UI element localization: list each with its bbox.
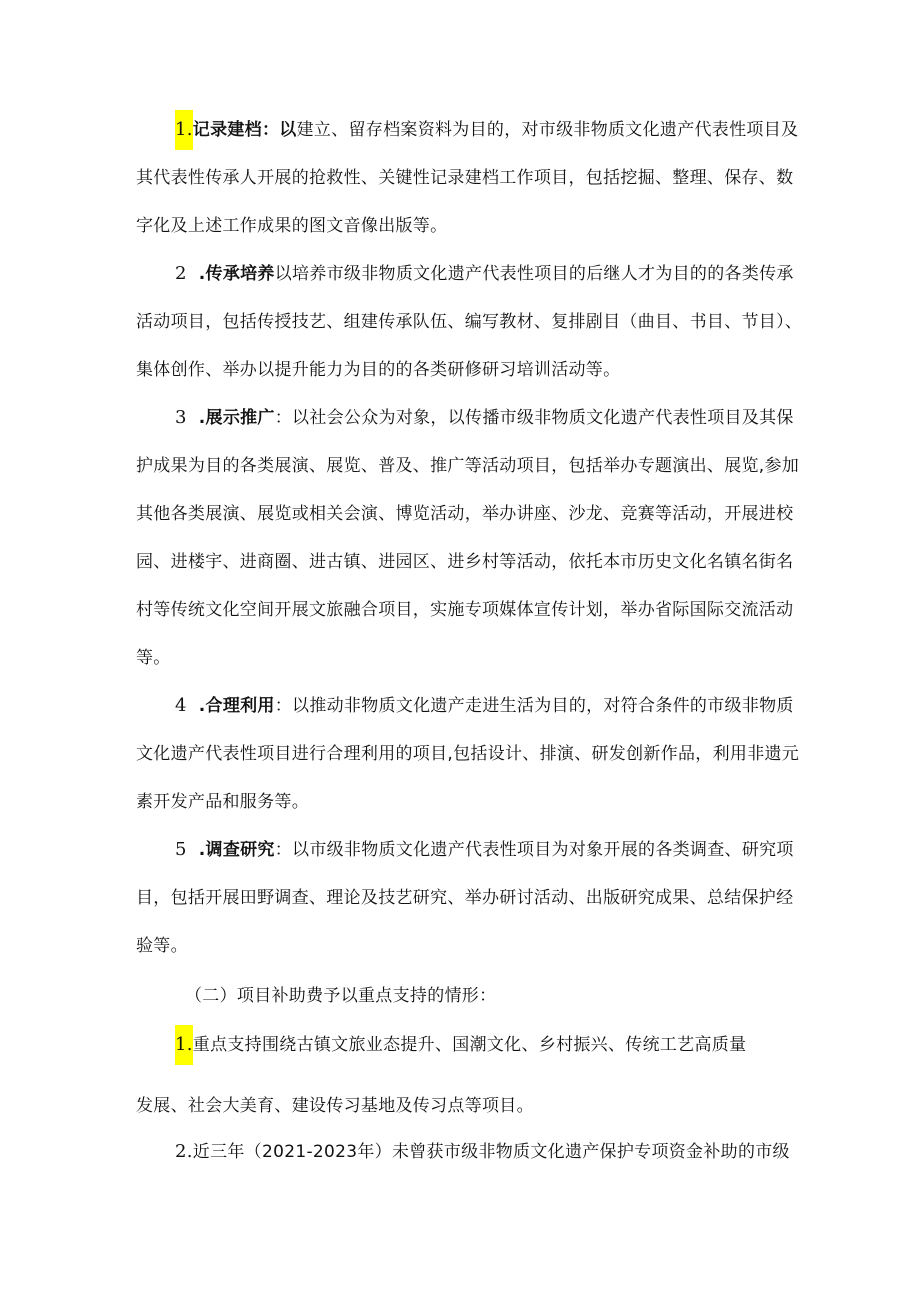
- section-text: 建立、留存档案资料为目的，对市级非物质文化遗产代表性项目及: [296, 120, 799, 140]
- section-title: .展示推广: [198, 408, 275, 428]
- section-title: .调查研究: [198, 840, 275, 860]
- section-title: 记录建档：以: [192, 120, 297, 140]
- section-text: ：以市级非物质文化遗产代表性项目为对象开展的各类调查、研究项: [274, 840, 794, 860]
- section-3-line-2: 护成果为目的各类展演、展览、普及、推广等活动项目，包括举办专题演出、展览,参加: [136, 456, 800, 476]
- section-3-line-5: 村等传统文化空间开展文旅融合项目，实施专项媒体宣传计划，举办省际国际交流活动: [136, 600, 794, 620]
- support-item-1-line-2: 发展、社会大美育、建设传习基地及传习点等项目。: [136, 1096, 534, 1116]
- support-number: 2.: [175, 1141, 193, 1162]
- section-5-line-1: [175, 838, 794, 862]
- section-1-line-3: 字化及上述工作成果的图文音像出版等。: [136, 216, 448, 236]
- section-2-line-1: [175, 262, 794, 286]
- section-number: 4: [175, 695, 187, 716]
- support-item-1-line-1: [175, 1033, 746, 1057]
- section-text: ：以社会公众为对象，以传播市级非物质文化遗产代表性项目及其保: [274, 408, 794, 428]
- section-number: 3: [175, 407, 187, 428]
- section-4-line-2: 文化遗产代表性项目进行合理利用的项目,包括设计、排演、研发创新作品，利用非遗元: [136, 744, 800, 764]
- section-4-line-1: [175, 694, 794, 718]
- section-text: 以培养市级非物质文化遗产代表性项目的后继人才为目的的各类传承: [274, 264, 794, 284]
- section-5-line-2: 目，包括开展田野调查、理论及技艺研究、举办研讨活动、出版研究成果、总结保护经: [136, 888, 794, 908]
- section-3-line-1: [175, 406, 794, 430]
- section-2-line-3: 集体创作、举办以提升能力为目的的各类研修研习培训活动等。: [136, 360, 621, 380]
- section-2-line-2: 活动项目，包括传授技艺、组建传承队伍、编写教材、复排剧目（曲目、书目、节目）、: [136, 312, 803, 332]
- section-1-line-1: [175, 118, 798, 142]
- section-number: 5: [175, 839, 187, 860]
- section-text: ：以推动非物质文化遗产走进生活为目的，对符合条件的市级非物质: [274, 696, 794, 716]
- subheading-key-support: （二）项目补助费予以重点支持的情形：: [185, 986, 497, 1006]
- support-item-2-line-1: [175, 1140, 790, 1164]
- section-3-line-6: 等。: [136, 648, 171, 668]
- section-3-line-3: 其他各类展演、展览或相关会演、博览活动，举办讲座、沙龙、竞赛等活动，开展进校: [136, 504, 794, 524]
- section-3-line-4: 园、进楼宇、进商圈、进古镇、进园区、进乡村等活动，依托本市历史文化名镇名街名: [136, 552, 794, 572]
- highlighted-number: 1.: [175, 1025, 193, 1065]
- section-5-line-3: 验等。: [136, 936, 188, 956]
- section-4-line-3: 素开发产品和服务等。: [136, 792, 309, 812]
- section-title: .传承培养: [198, 264, 275, 284]
- support-text: 重点支持围绕古镇文旅业态提升、国潮文化、乡村振兴、传统工艺高质量: [192, 1035, 747, 1055]
- support-text: 近三年（2021-2023年）未曾获市级非物质文化遗产保护专项资金补助的市级: [192, 1142, 790, 1162]
- highlighted-number: 1.: [175, 110, 193, 150]
- section-title: .合理利用: [198, 696, 275, 716]
- section-1-line-2: 其代表性传承人开展的抢救性、关键性记录建档工作项目，包括挖掘、整理、保存、数: [136, 168, 794, 188]
- section-number: 2: [175, 263, 187, 284]
